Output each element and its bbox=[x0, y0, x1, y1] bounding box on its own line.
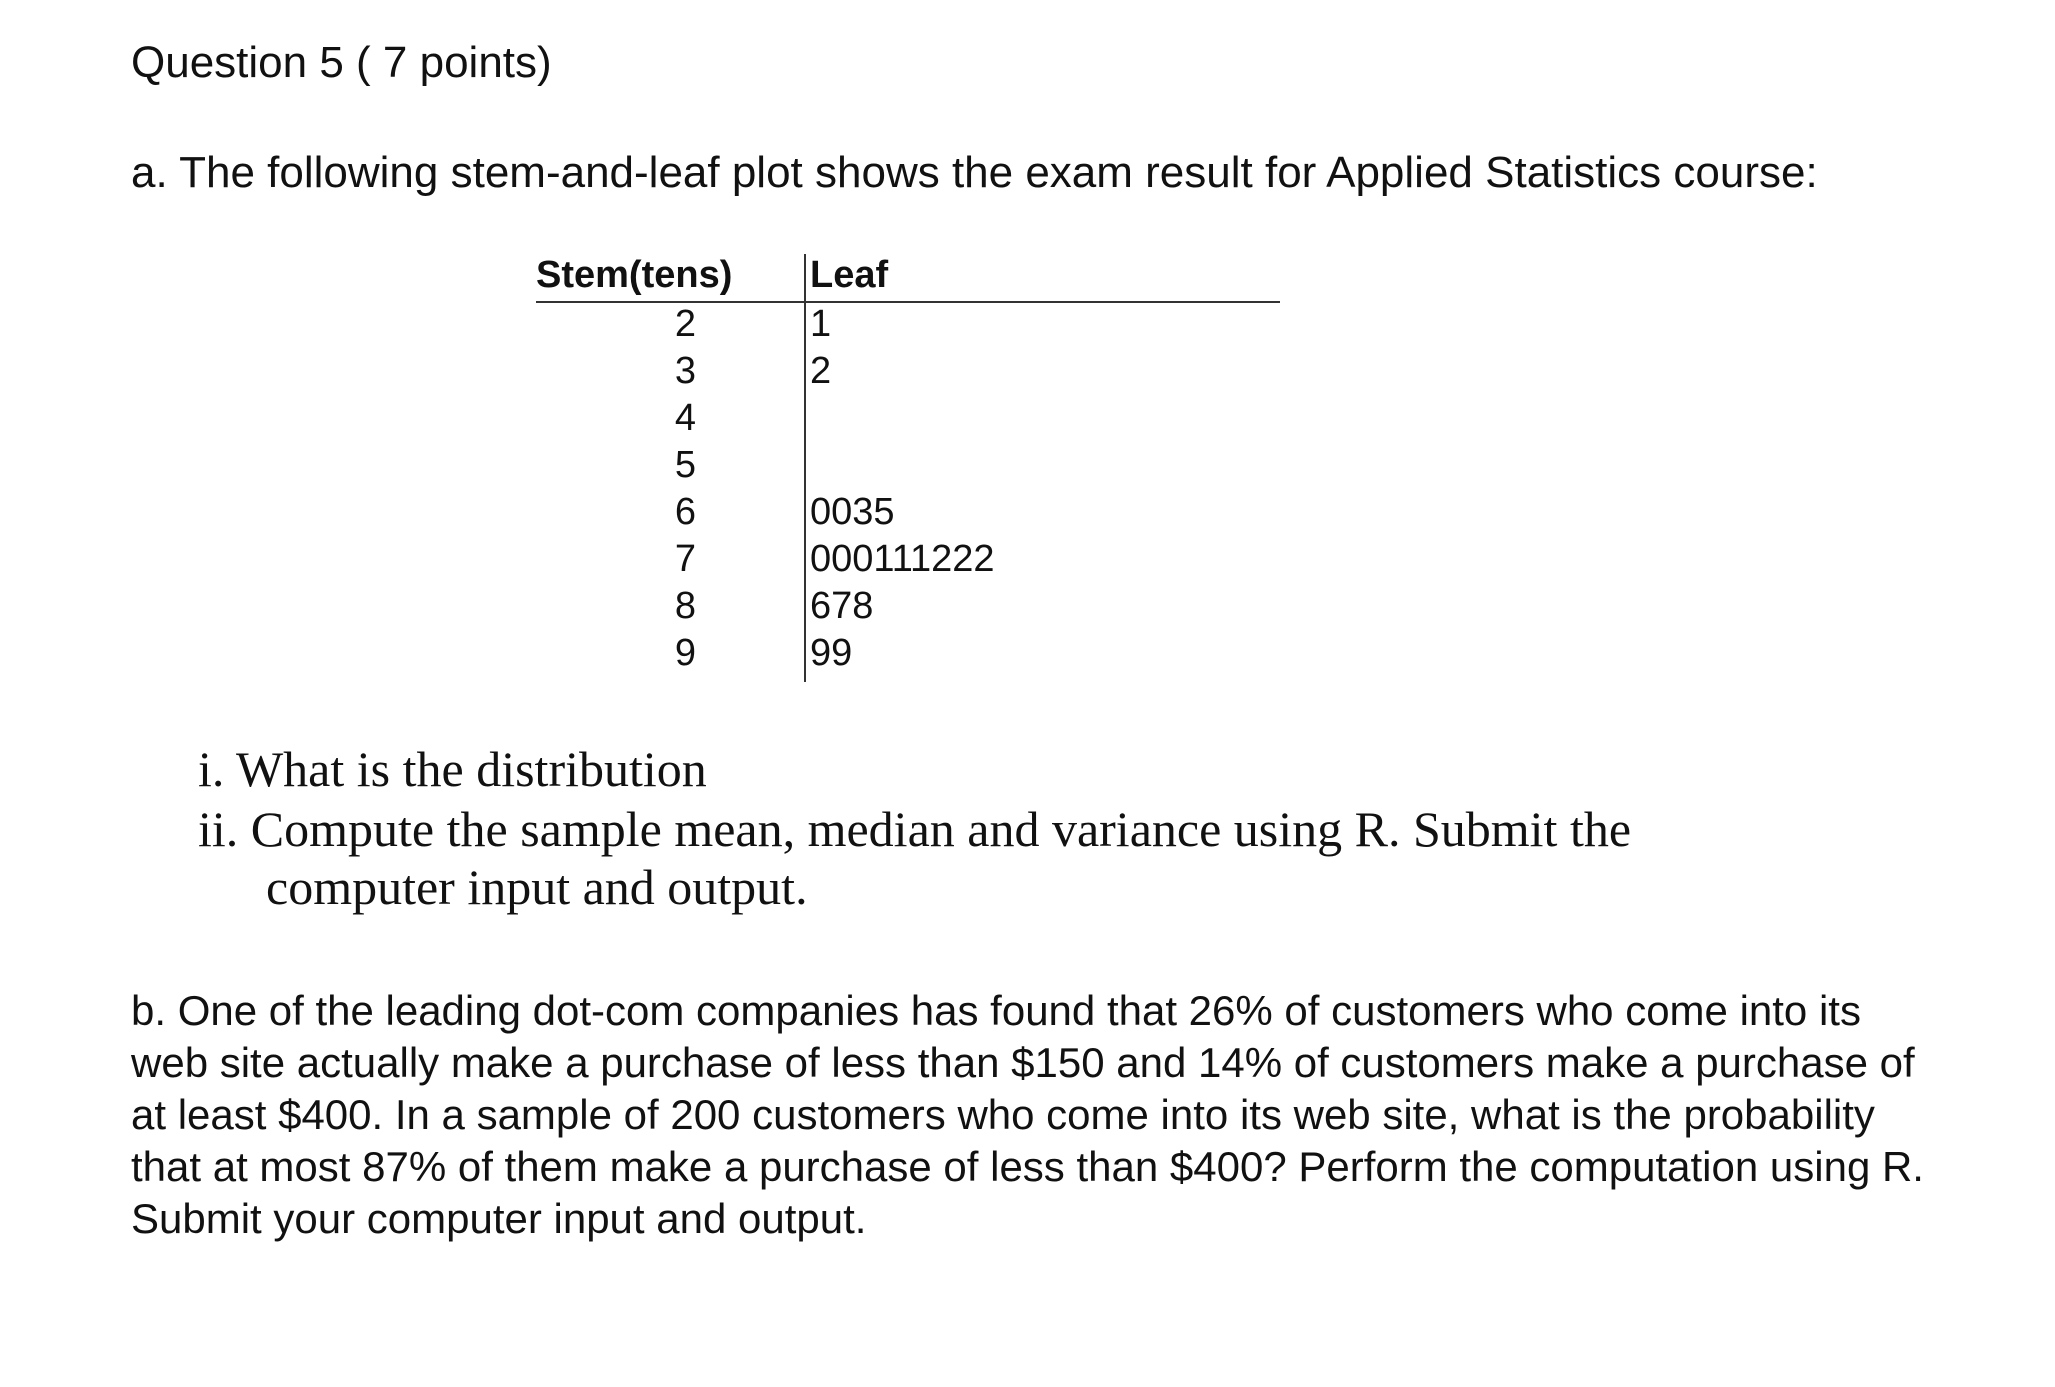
stem-value: 8 bbox=[674, 585, 696, 627]
sub-question-ii: ii. Compute the sample mean, median and variance using R. Submit the bbox=[198, 801, 1632, 857]
stem-header: Stem(tens) bbox=[536, 254, 733, 296]
question-title: Question 5 ( 7 points) bbox=[131, 38, 552, 87]
leaf-header: Leaf bbox=[810, 254, 889, 296]
stem-value: 3 bbox=[674, 350, 696, 392]
leaf-value: 2 bbox=[810, 350, 832, 392]
leaf-value: 99 bbox=[810, 632, 853, 674]
stem-value: 5 bbox=[674, 444, 696, 486]
stem-value: 9 bbox=[674, 632, 696, 674]
stem-leaf-row bbox=[536, 303, 1280, 350]
stem-leaf-row bbox=[536, 585, 1280, 632]
stem-leaf-row bbox=[536, 444, 1280, 491]
stem-leaf-row bbox=[536, 538, 1280, 585]
stem-value: 2 bbox=[674, 303, 696, 345]
stem-leaf-row bbox=[536, 491, 1280, 538]
stem-leaf-row bbox=[536, 350, 1280, 397]
stem-leaf-row bbox=[536, 397, 1280, 444]
stem-value: 6 bbox=[674, 491, 696, 533]
part-a-intro: a. The following stem-and-leaf plot shows the exam result for Applied Statistics course: bbox=[131, 148, 1818, 197]
stem-leaf-row bbox=[536, 632, 1280, 679]
part-b-text: b. One of the leading dot-com companies has found that 26% of customers who come into its web site actually make a purchase of less than $150 and 14% of customers make a purchase of at least $400. In a sample of 200 customers who come into its web site, what is the probability that at most 87% of them make a purchase of less than $400? Perform the computation using R. Submit your computer input and output. bbox=[131, 987, 1924, 1242]
leaf-value: 000111222 bbox=[810, 538, 995, 580]
stem-value: 4 bbox=[674, 397, 696, 439]
stem-value: 7 bbox=[674, 538, 696, 580]
sub-question-ii-continued: computer input and output. bbox=[266, 859, 808, 915]
leaf-value: 0035 bbox=[810, 491, 895, 533]
sub-question-i: i. What is the distribution bbox=[198, 741, 707, 797]
stem-and-leaf-plot bbox=[536, 254, 1280, 682]
leaf-value: 1 bbox=[810, 303, 832, 345]
leaf-value: 678 bbox=[810, 585, 874, 627]
